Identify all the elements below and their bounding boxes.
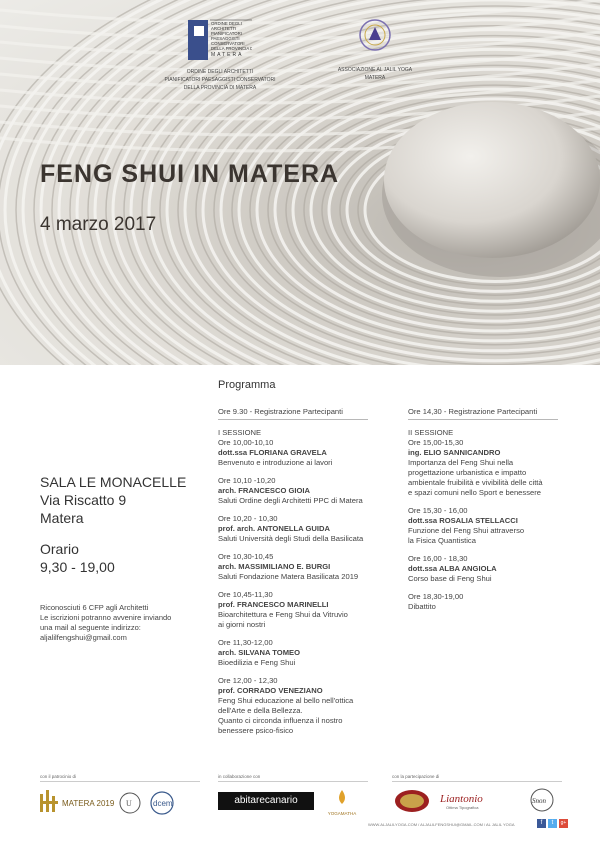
twitter-icon[interactable]: t	[548, 819, 557, 828]
abitare-logo-text: abitarecanario	[218, 792, 314, 810]
divider	[408, 419, 558, 420]
abitarecanario-logo	[218, 792, 314, 810]
architects-mark-text-7: MATERA	[211, 52, 244, 58]
program-topic: Dibattito	[408, 602, 436, 611]
matera-logo-text: MATERA 2019	[62, 799, 115, 808]
program-item	[218, 476, 398, 506]
program-topic: ambientale fruibilità e vivibilità delle città	[408, 478, 543, 487]
program-item	[218, 552, 398, 582]
page-title: FENG SHUI IN MATERA	[40, 160, 340, 188]
yoga-association-logo	[320, 18, 430, 82]
program-topic: Corso base di Feng Shui	[408, 574, 492, 583]
stone-icon	[384, 102, 600, 258]
program-topic: e spazi comuni nello Sport e benessere	[408, 488, 541, 497]
morning-session-label: I SESSIONE	[218, 428, 262, 437]
program-topic: Funzione del Feng Shui attraverso	[408, 526, 525, 535]
patronage-label: con il patrocinio di	[40, 774, 77, 779]
architects-mark-text-4: PAESAGGISTI	[211, 36, 240, 41]
collab-label: in collaborazione con	[218, 774, 261, 779]
program-morning	[218, 407, 398, 744]
architects-line-1: ORDINE DEGLI ARCHITETTI	[186, 69, 254, 75]
program-speaker: ing. ELIO SANNICANDRO	[408, 448, 501, 457]
architects-logo	[150, 18, 290, 92]
program-afternoon	[408, 407, 598, 620]
note-email[interactable]: aljalilfengshui@gmail.com	[40, 633, 127, 642]
program-topic: Saluti Fondazione Matera Basilicata 2019	[218, 572, 359, 581]
yoga-line-1: ASSOCIAZIONE AL JALIL YOGA	[337, 67, 413, 73]
participation-label: con la partecipazione di	[392, 774, 440, 779]
divider	[40, 781, 200, 782]
afternoon-registration: Ore 14,30 - Registrazione Partecipanti	[408, 407, 538, 416]
hours-label: Orario	[40, 541, 79, 557]
program-item	[218, 638, 398, 668]
program-time: Ore 10,10 -10,20	[218, 476, 276, 485]
notes-block	[40, 603, 210, 643]
program-topic: ai giorni nostri	[218, 620, 266, 629]
matera-2019-logo	[40, 790, 190, 821]
program-topic: benessere psico-fisico	[218, 726, 294, 735]
program-speaker: arch. MASSIMILIANO E. BURGI	[218, 562, 331, 571]
venue-name: SALA LE MONACELLE	[40, 474, 187, 490]
program-speaker: prof. arch. ANTONELLA GUIDA	[218, 524, 330, 533]
program-time: Ore 10,45-11,30	[218, 590, 273, 599]
program-topic: Quanto ci circonda influenza il nostro	[218, 716, 343, 725]
facebook-icon[interactable]: f	[537, 819, 546, 828]
afternoon-session-label: II SESSIONE	[408, 428, 454, 437]
divider	[392, 781, 562, 782]
morning-registration: Ore 9.30 - Registrazione Partecipanti	[218, 407, 343, 416]
dcem-logo-text: dcem	[153, 799, 173, 808]
architects-mark-text-2: ARCHITETTI	[211, 26, 237, 31]
yoga-logo-text: YOGAMATHA	[327, 811, 357, 816]
google-plus-icon[interactable]: g+	[560, 820, 567, 826]
venue-block	[40, 473, 186, 527]
program-speaker: prof. FRANCESCO MARINELLI	[218, 600, 329, 609]
program-topic: Saluti Università degli Studi della Basilicata	[218, 534, 364, 543]
program-speaker: dott.ssa FLORIANA GRAVELA	[218, 448, 327, 457]
program-time: Ore 10,30-10,45	[218, 552, 274, 561]
program-item	[218, 676, 398, 736]
snow-logo-text: Snon	[532, 797, 546, 805]
program-speaker: dott.ssa ALBA ANGIOLA	[408, 564, 497, 573]
liantonio-sub-text: Ottima Tipografica	[446, 805, 479, 810]
program-topic: Saluti Ordine degli Architetti PPC di Matera	[218, 496, 363, 505]
program-time: Ore 11,30-12,00	[218, 638, 273, 647]
architects-mark-text-6: DELLA PROVINCIA DI	[211, 46, 252, 51]
note-line-2: Le iscrizioni potranno avvenire inviando	[40, 613, 172, 622]
hours-block	[40, 540, 115, 576]
architects-mark-text-3: PIANIFICATORI	[211, 31, 242, 36]
note-line-3: una mail al seguente indirizzo:	[40, 623, 141, 632]
venue-city: Matera	[40, 510, 84, 526]
yoga-line-2: MATERA	[364, 75, 386, 81]
hours-value: 9,30 - 19,00	[40, 559, 115, 575]
architects-emblem-icon	[188, 18, 252, 62]
program-speaker: arch. FRANCESCO GIOIA	[218, 486, 310, 495]
program-topic: la Fisica Quantistica	[408, 536, 476, 545]
program-item	[408, 554, 598, 584]
program-speaker: dott.ssa ROSALIA STELLACCI	[408, 516, 518, 525]
program-time: Ore 15,00-15,30	[408, 438, 464, 447]
participation-logos	[392, 788, 562, 819]
program-item	[408, 438, 598, 498]
program-item	[218, 514, 398, 544]
program-heading: Programma	[218, 379, 276, 391]
program-time: Ore 15,30 - 16,00	[408, 506, 468, 515]
program-topic: Feng Shui educazione al bello nell'ottica	[218, 696, 354, 705]
program-topic: Importanza del Feng Shui nella	[408, 458, 514, 467]
program-topic: dell'Arte e della Bellezza.	[218, 706, 303, 715]
program-time: Ore 12,00 - 12,30	[218, 676, 278, 685]
program-item	[218, 590, 398, 630]
program-topic: progettazione urbanistica e impatto	[408, 468, 527, 477]
website-text[interactable]: WWW.ALJALILYOGA.COM / ALJALILFENGSHUI@GMAIL.COM / AL JALIL YOGA	[368, 822, 515, 827]
architects-line-3: DELLA PROVINCIA DI MATERA	[183, 85, 257, 91]
program-item	[218, 438, 398, 468]
note-line-1: Riconosciuti 6 CFP agli Architetti	[40, 603, 149, 612]
yoga-emblem-icon	[358, 18, 392, 52]
architects-mark-text-1: ORDINE DEGLI	[211, 21, 242, 26]
program-speaker: prof. CORRADO VENEZIANO	[218, 686, 323, 695]
divider	[218, 419, 368, 420]
program-topic: Benvenuto e introduzione ai lavori	[218, 458, 333, 467]
program-time: Ore 10,20 - 10,30	[218, 514, 278, 523]
program-time: Ore 10,00-10,10	[218, 438, 274, 447]
program-topic: Bioarchitettura e Feng Shui da Vitruvio	[218, 610, 348, 619]
program-time: Ore 18,30-19,00	[408, 592, 464, 601]
liantonio-logo-text: Liantonio	[440, 793, 483, 805]
program-item	[408, 506, 598, 546]
architects-line-2: PIANIFICATORI PAESAGGISTI CONSERVATORI	[164, 77, 276, 83]
hero-image	[0, 0, 600, 365]
event-date: 4 marzo 2017	[40, 214, 157, 235]
architects-mark-text-5: CONSERVATORI	[211, 41, 245, 46]
program-item	[408, 592, 598, 612]
venue-street: Via Riscatto 9	[40, 492, 127, 508]
svg-text:U: U	[126, 799, 132, 808]
yogamatha-logo	[322, 788, 362, 816]
divider	[218, 781, 368, 782]
program-topic: Bioedilizia e Feng Shui	[218, 658, 296, 667]
program-speaker: arch. SILVANA TOMEO	[218, 648, 300, 657]
program-time: Ore 16,00 - 18,30	[408, 554, 468, 563]
